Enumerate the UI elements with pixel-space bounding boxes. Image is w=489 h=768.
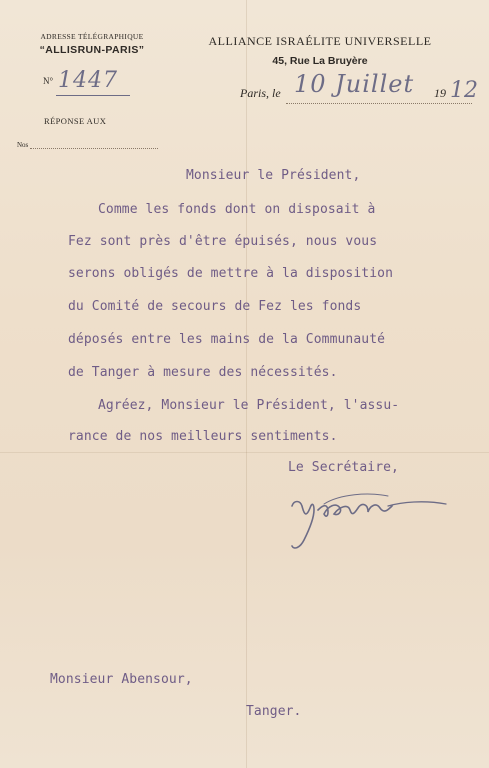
body-line-2: Fez sont près d'être épuisés, nous vous	[68, 234, 378, 249]
salutation: Monsieur le Président,	[186, 168, 361, 183]
number-underline	[56, 95, 130, 96]
body-line-4: du Comité de secours de Fez les fonds	[68, 299, 362, 314]
closing-line-1: Agréez, Monsieur le Président, l'assu-	[98, 398, 400, 413]
handwritten-signature	[284, 484, 454, 554]
handwritten-year: 12	[450, 78, 478, 103]
handwritten-date: 10 Juillet	[294, 70, 415, 98]
body-line-6: de Tanger à mesure des nécessités.	[68, 365, 338, 380]
organization-name: ALLIANCE ISRAÉLITE UNIVERSELLE	[208, 34, 432, 48]
nos-dotted-rule	[30, 148, 158, 149]
number-prefix: N°	[43, 76, 54, 86]
reply-label: RÉPONSE AUX	[44, 116, 107, 126]
fold-crease-vertical	[246, 0, 247, 768]
telegraphic-address-block	[18, 32, 166, 56]
fold-crease-horizontal	[0, 452, 489, 453]
telegraphic-address: “ALLISRUN-PARIS”	[39, 44, 145, 56]
body-line-1: Comme les fonds dont on disposait à	[98, 202, 376, 217]
recipient-name: Monsieur Abensour,	[50, 672, 193, 687]
street-address: 45, Rue La Bruyère	[272, 55, 368, 67]
address-label: ADRESSE TÉLÉGRAPHIQUE	[40, 32, 144, 41]
printed-year-prefix: 19	[434, 86, 446, 100]
signatory-title: Le Secrétaire,	[288, 460, 399, 475]
nos-label: Nos	[17, 141, 29, 149]
body-line-3: serons obligés de mettre à la disposition	[68, 266, 393, 281]
body-line-5: déposés entre les mains de la Communauté	[68, 332, 386, 347]
handwritten-reference-number: 1447	[58, 68, 118, 93]
date-place-prefix: Paris, le	[240, 86, 281, 100]
recipient-city: Tanger.	[246, 704, 302, 719]
closing-line-2: rance de nos meilleurs sentiments.	[68, 429, 338, 444]
organization-header	[200, 34, 440, 67]
date-dotted-rule	[286, 103, 472, 104]
